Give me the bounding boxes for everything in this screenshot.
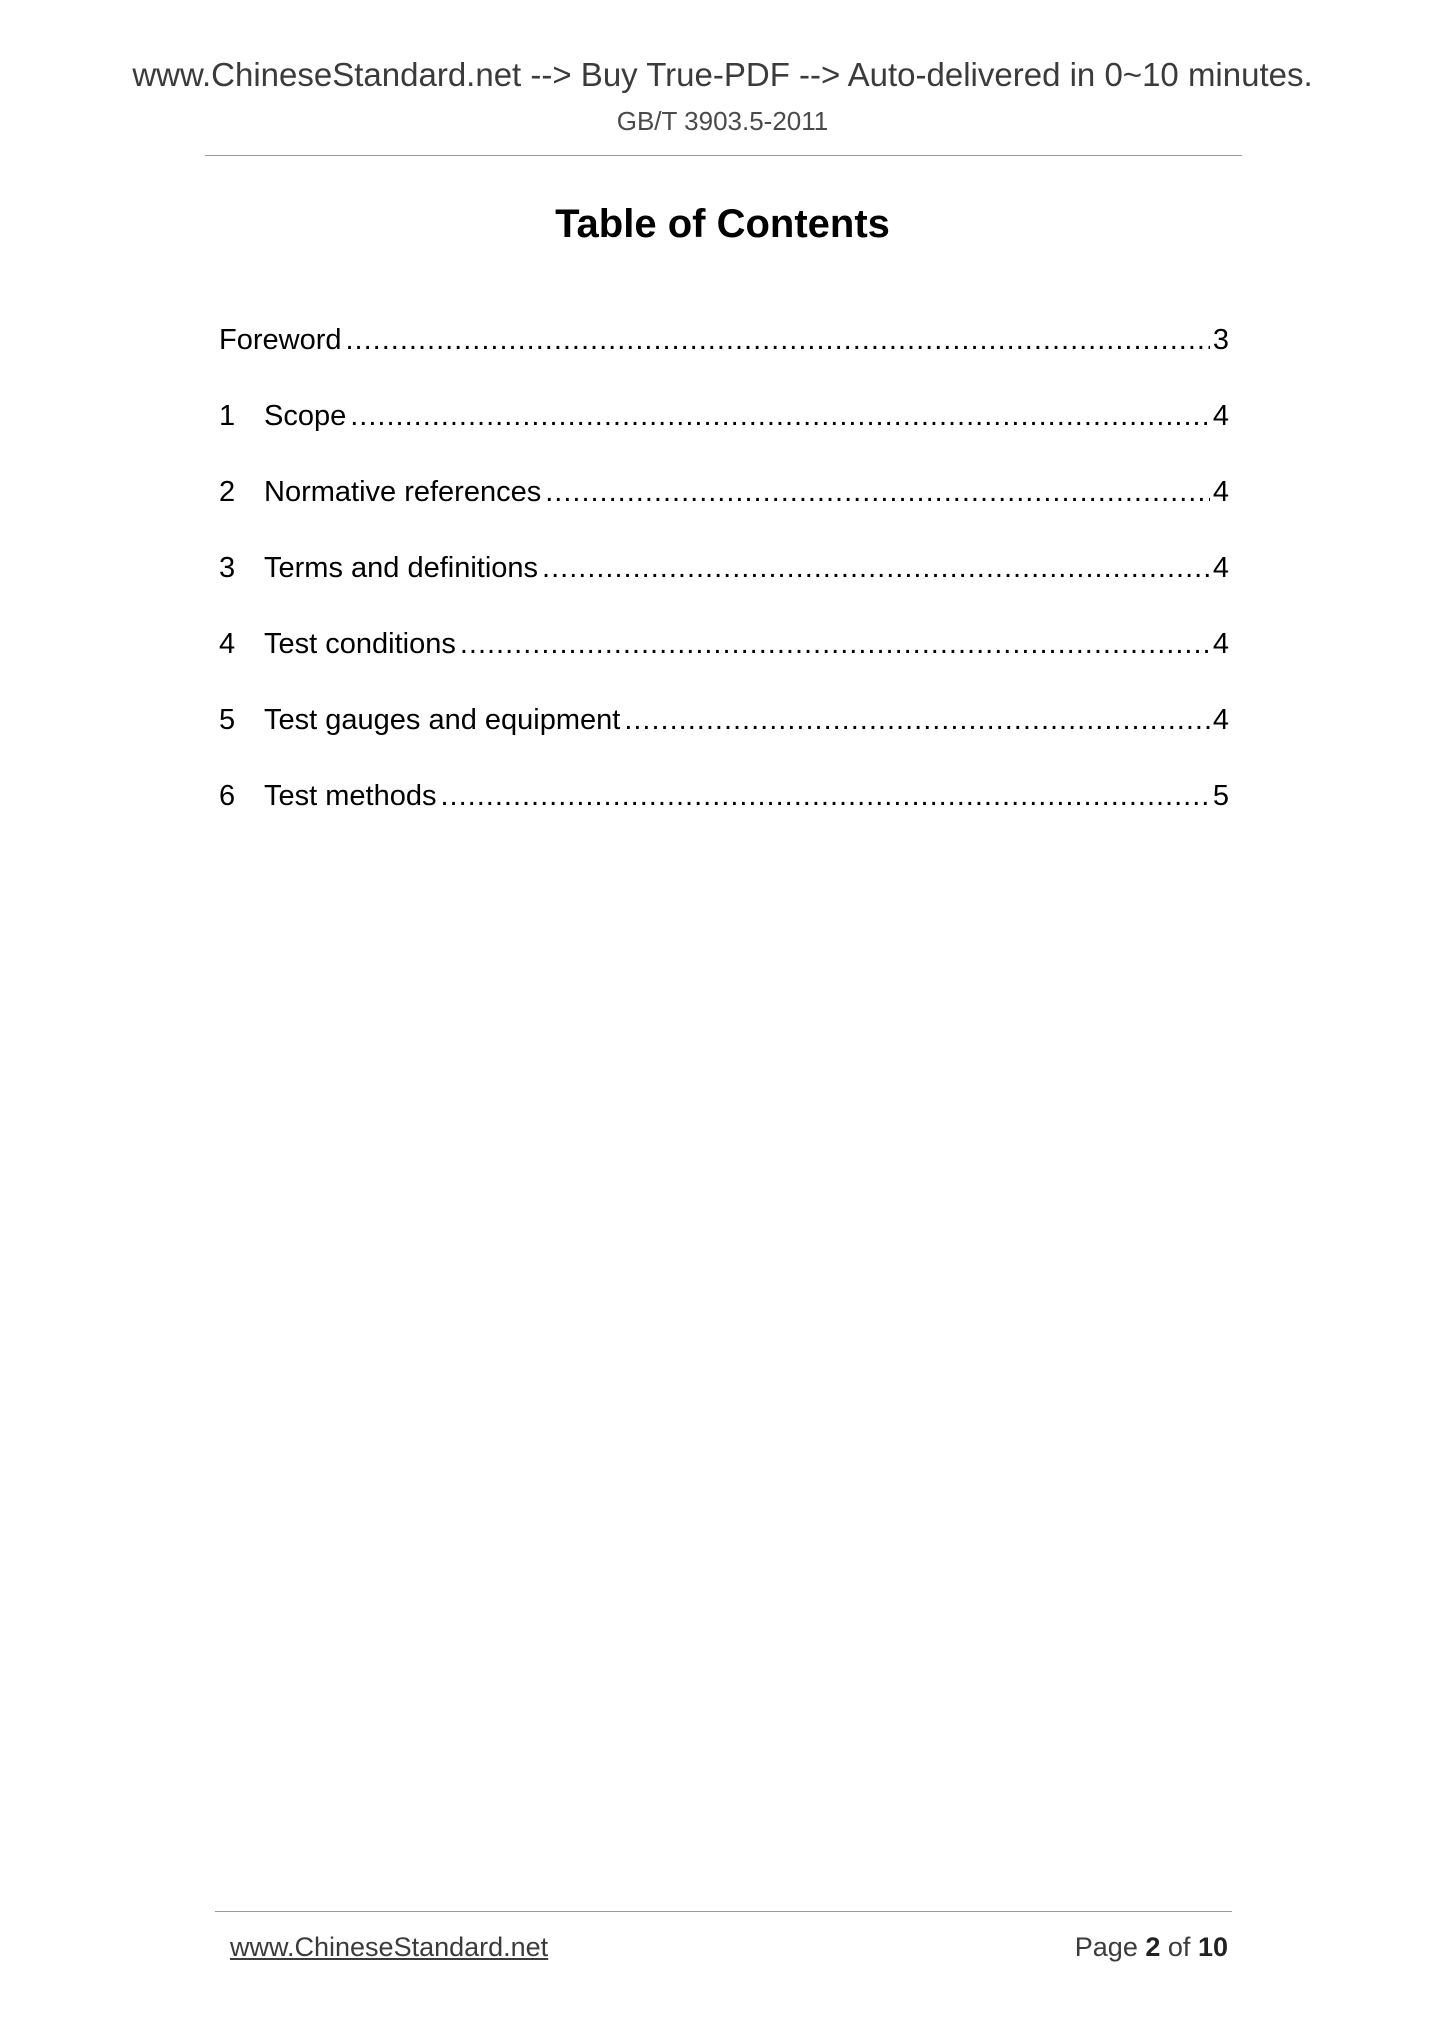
toc-entry-test-conditions[interactable] [219,626,1229,702]
toc-entry-text: Normative references [264,476,542,508]
toc-leader-dots [545,474,1210,510]
toc-entry-test-methods[interactable] [219,778,1229,854]
toc-entry-number: 6 [219,780,236,812]
toc-entry-page: 4 [1212,704,1229,736]
toc-entry-text: Test gauges and equipment [264,704,621,736]
standard-code: GB/T 3903.5-2011 [616,106,829,136]
toc-leader-dots [460,626,1210,662]
toc-entry-text: Test conditions [264,628,456,660]
toc-entry-page: 4 [1212,400,1229,432]
toc-entry-normative-references[interactable] [219,474,1229,550]
toc-list [219,322,1229,854]
footer-website-link[interactable]: www.ChineseStandard.net [230,1932,549,1962]
toc-leader-dots [350,398,1210,434]
toc-entry-number: 3 [219,552,236,584]
toc-entry-text: Foreword [219,324,342,356]
current-page-number: 2 [1145,1932,1161,1962]
toc-entry-page: 4 [1212,628,1229,660]
toc-entry-foreword[interactable] [219,322,1229,398]
toc-entry-text: Terms and definitions [264,552,539,584]
total-page-count: 10 [1197,1932,1228,1962]
toc-entry-page: 3 [1212,324,1229,356]
page-prefix: Page [1074,1932,1138,1962]
footer-divider [215,1911,1232,1912]
toc-entry-terms-and-definitions[interactable] [219,550,1229,626]
toc-title: Table of Contents [555,202,890,246]
toc-leader-dots [440,778,1209,814]
page-of: of [1167,1932,1191,1962]
toc-leader-dots [624,702,1210,738]
header-divider [205,155,1242,156]
toc-entry-test-gauges-and-equipment[interactable] [219,702,1229,778]
toc-entry-text: Scope [264,400,347,432]
toc-leader-dots [542,550,1210,586]
toc-entry-page: 4 [1212,552,1229,584]
toc-entry-number: 5 [219,704,236,736]
toc-entry-number: 1 [219,400,236,432]
toc-entry-text: Test methods [264,780,437,812]
toc-entry-scope[interactable] [219,398,1229,474]
page-indicator [1075,1932,1228,1963]
toc-leader-dots [346,322,1210,358]
toc-entry-page: 5 [1212,780,1229,812]
toc-entry-page: 4 [1212,476,1229,508]
toc-entry-number: 2 [219,476,236,508]
toc-entry-number: 4 [219,628,236,660]
header-banner: www.ChineseStandard.net --> Buy True-PDF --> Auto-delivered in 0~10 minutes. [132,56,1313,93]
